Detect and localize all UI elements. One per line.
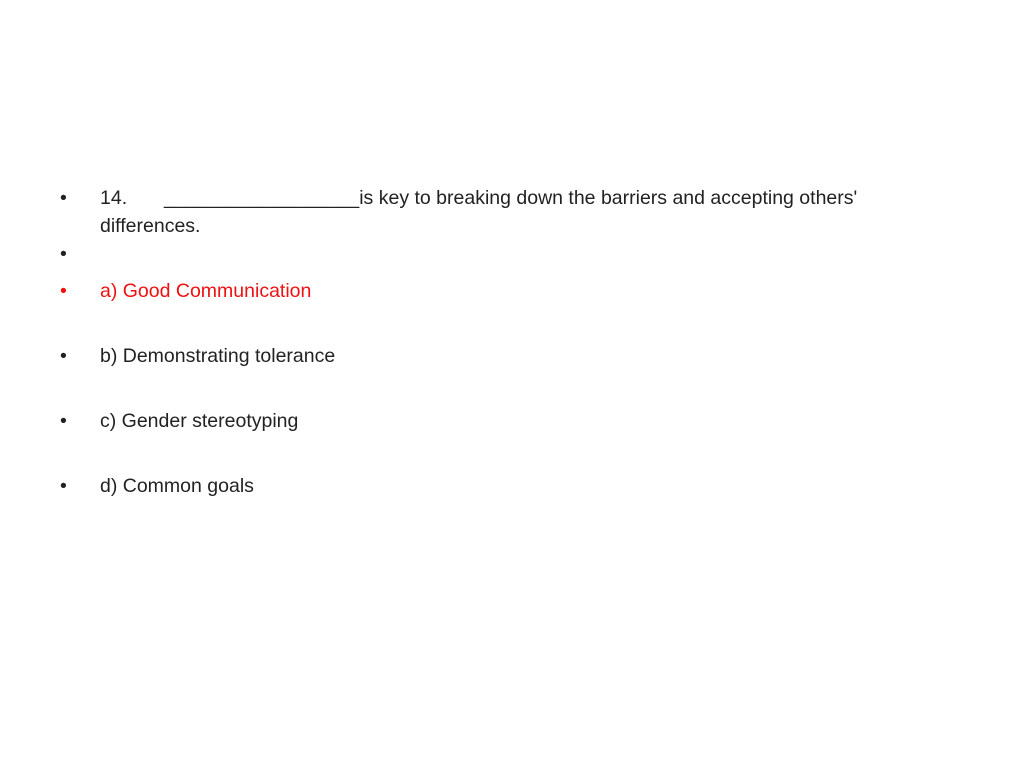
option-label: b) Demonstrating tolerance [100,345,336,367]
option-b [60,342,940,370]
option-c [60,407,940,435]
option-a [60,277,940,305]
bullet-icon: • [60,345,67,367]
bullet-icon: • [60,280,67,302]
bullet-icon: • [60,187,67,209]
answer-blank: __________________ [164,187,360,209]
question-item [60,184,940,240]
option-label: d) Common goals [100,475,254,497]
bullet-icon: • [60,410,67,432]
option-d [60,472,940,500]
question-stem: is key to breaking down the barriers and accepting others' differences. [100,187,858,237]
option-label: a) Good Communication [100,280,312,302]
bullet-icon: • [60,243,67,265]
option-label: c) Gender stereotyping [100,410,299,432]
question-bullet-list [60,184,940,500]
question-number: 14. [100,187,128,209]
bullet-icon: • [60,475,67,497]
empty-bullet-item [60,240,940,268]
